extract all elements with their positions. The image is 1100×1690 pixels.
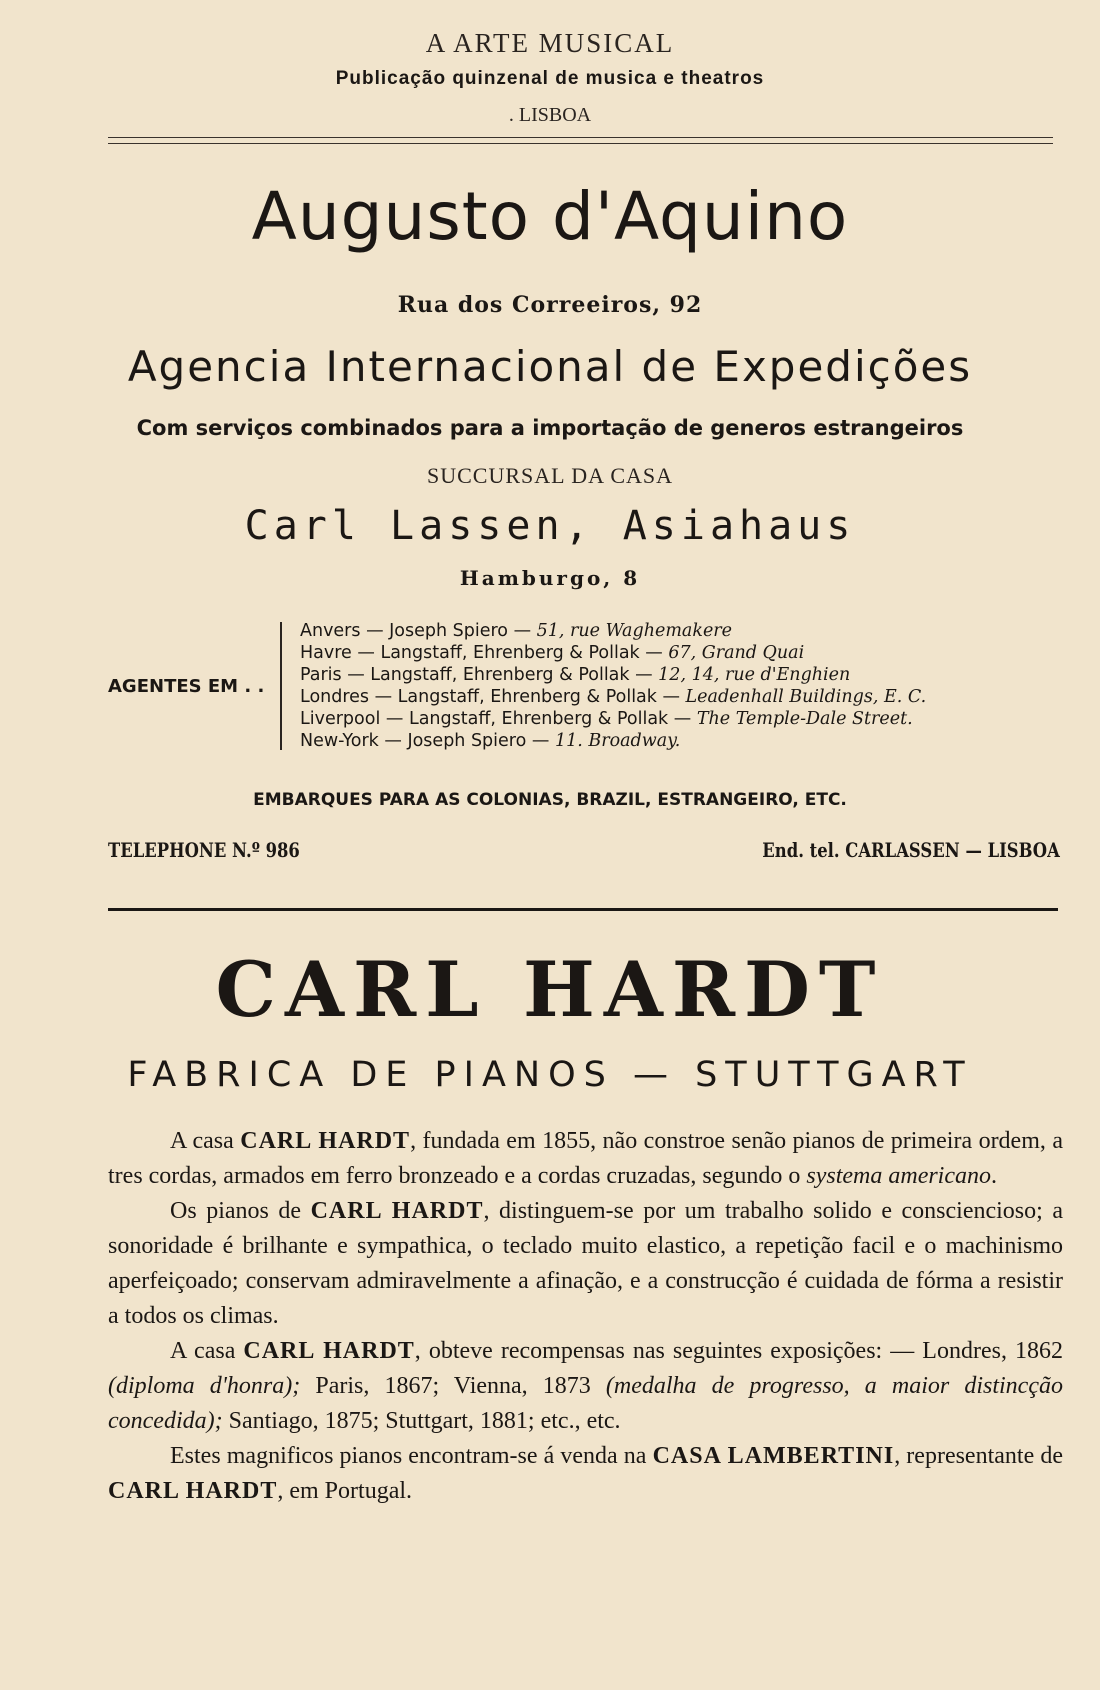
telephone-number: TELEPHONE N.º 986	[108, 838, 300, 862]
agency-title: Agencia Internacional de Expedições	[127, 342, 973, 391]
agent-row	[300, 642, 1070, 664]
agent-address: 12, 14, rue d'Enghien	[658, 665, 851, 685]
telegraph-address: End. tel. CARLASSEN — LISBOA	[762, 838, 1060, 862]
agent-city: Anvers	[300, 621, 361, 641]
agent-address: 51, rue Waghemakere	[536, 621, 733, 641]
succursal-label: SUCCURSAL DA CASA	[426, 463, 674, 488]
agent-name: — Langstaff, Ehrenberg & Pollak —	[341, 665, 659, 685]
header-divider	[108, 137, 1053, 144]
agents-label: AGENTES EM . .	[108, 676, 265, 697]
paragraph: Estes magnificos pianos encontram-se á venda na CASA LAMBERTINI, representante de CARL HARDT, em Portugal.	[108, 1443, 1063, 1504]
agent-row	[300, 620, 1070, 642]
brand-name: CARL HARDT	[240, 1128, 411, 1154]
agent-name: — Langstaff, Ehrenberg & Pollak —	[351, 643, 669, 663]
agent-city: Paris	[300, 665, 342, 685]
agent-name: — Joseph Spiero —	[360, 621, 537, 641]
agent-city: Liverpool	[300, 709, 381, 729]
shipping-line: EMBARQUES PARA AS COLONIAS, BRAZIL, ESTRANGEIRO, ETC.	[253, 790, 847, 810]
section-divider	[108, 908, 1058, 911]
brand-tagline: FABRICA DE PIANOS — STUTTGART	[127, 1055, 973, 1095]
agent-city: Havre	[300, 643, 352, 663]
agent-name: — Langstaff, Ehrenberg & Pollak —	[380, 709, 697, 729]
agent-address: Leadenhall Buildings, E. C.	[685, 687, 927, 707]
agent-city: Londres	[300, 687, 370, 707]
paragraph: A casa CARL HARDT, obteve recompensas nas seguintes exposições: — Londres, 1862 (diploma d'honra); Paris, 1867; Vienna, 1873 (medalha de progresso, a maior distincção concedida); Santiago, 1875; Stuttgart, 1881; etc., etc.	[108, 1338, 1063, 1434]
agent-name: — Langstaff, Ehrenberg & Pollak —	[369, 687, 686, 707]
advert-body	[108, 1124, 1063, 1509]
publication-title: A ARTE MUSICAL	[425, 28, 675, 58]
agent-row	[300, 686, 1070, 708]
agent-row	[300, 708, 1070, 730]
agent-name: — Joseph Spiero —	[378, 731, 555, 751]
services-line: Com serviços combinados para a importação de generos estrangeiros	[136, 416, 964, 440]
parent-company: Carl Lassen, Asiahaus	[244, 503, 856, 549]
brand-name: CARL HARDT	[108, 1478, 278, 1504]
agent-row	[300, 664, 1070, 686]
agent-address: 67, Grand Quai	[668, 643, 805, 663]
brand-name: CARL HARDT	[310, 1198, 484, 1224]
paragraph: A casa CARL HARDT, fundada em 1855, não constroe senão pianos de primeira ordem, a tres cordas, armados em ferro bronzeado e a cordas cruzadas, segundo o systema americano.	[108, 1128, 1063, 1189]
publication-subtitle: Publicação quinzenal de musica e theatros	[335, 68, 765, 89]
agent-address: The Temple-Dale Street.	[696, 709, 913, 729]
agents-bracket	[280, 622, 288, 750]
store-name: CASA LAMBERTINI	[652, 1443, 895, 1469]
brand-name: CARL HARDT	[243, 1338, 415, 1364]
agent-address: 11. Broadway.	[554, 731, 681, 751]
parent-city: Hamburgo, 8	[459, 566, 641, 590]
brand-title: CARL HARDT	[215, 945, 885, 1034]
publication-city: . LISBOA	[508, 104, 592, 126]
agent-city: New-York	[300, 731, 379, 751]
paragraph: Os pianos de CARL HARDT, distinguem-se por um trabalho solido e consciencioso; a sonoridade é brilhante e sympathica, o teclado muito elastico, a repetição facil e o machinismo aperfeiçoado; conservam admiravelmente a afinação, e a construcção é cuidada de fórma a resistir a todos os climas.	[108, 1198, 1063, 1329]
advertiser-street: Rua dos Correeiros, 92	[397, 292, 703, 318]
advertiser-name: Augusto d'Aquino	[251, 178, 849, 255]
agents-list	[300, 620, 1070, 752]
agent-row	[300, 730, 1070, 752]
